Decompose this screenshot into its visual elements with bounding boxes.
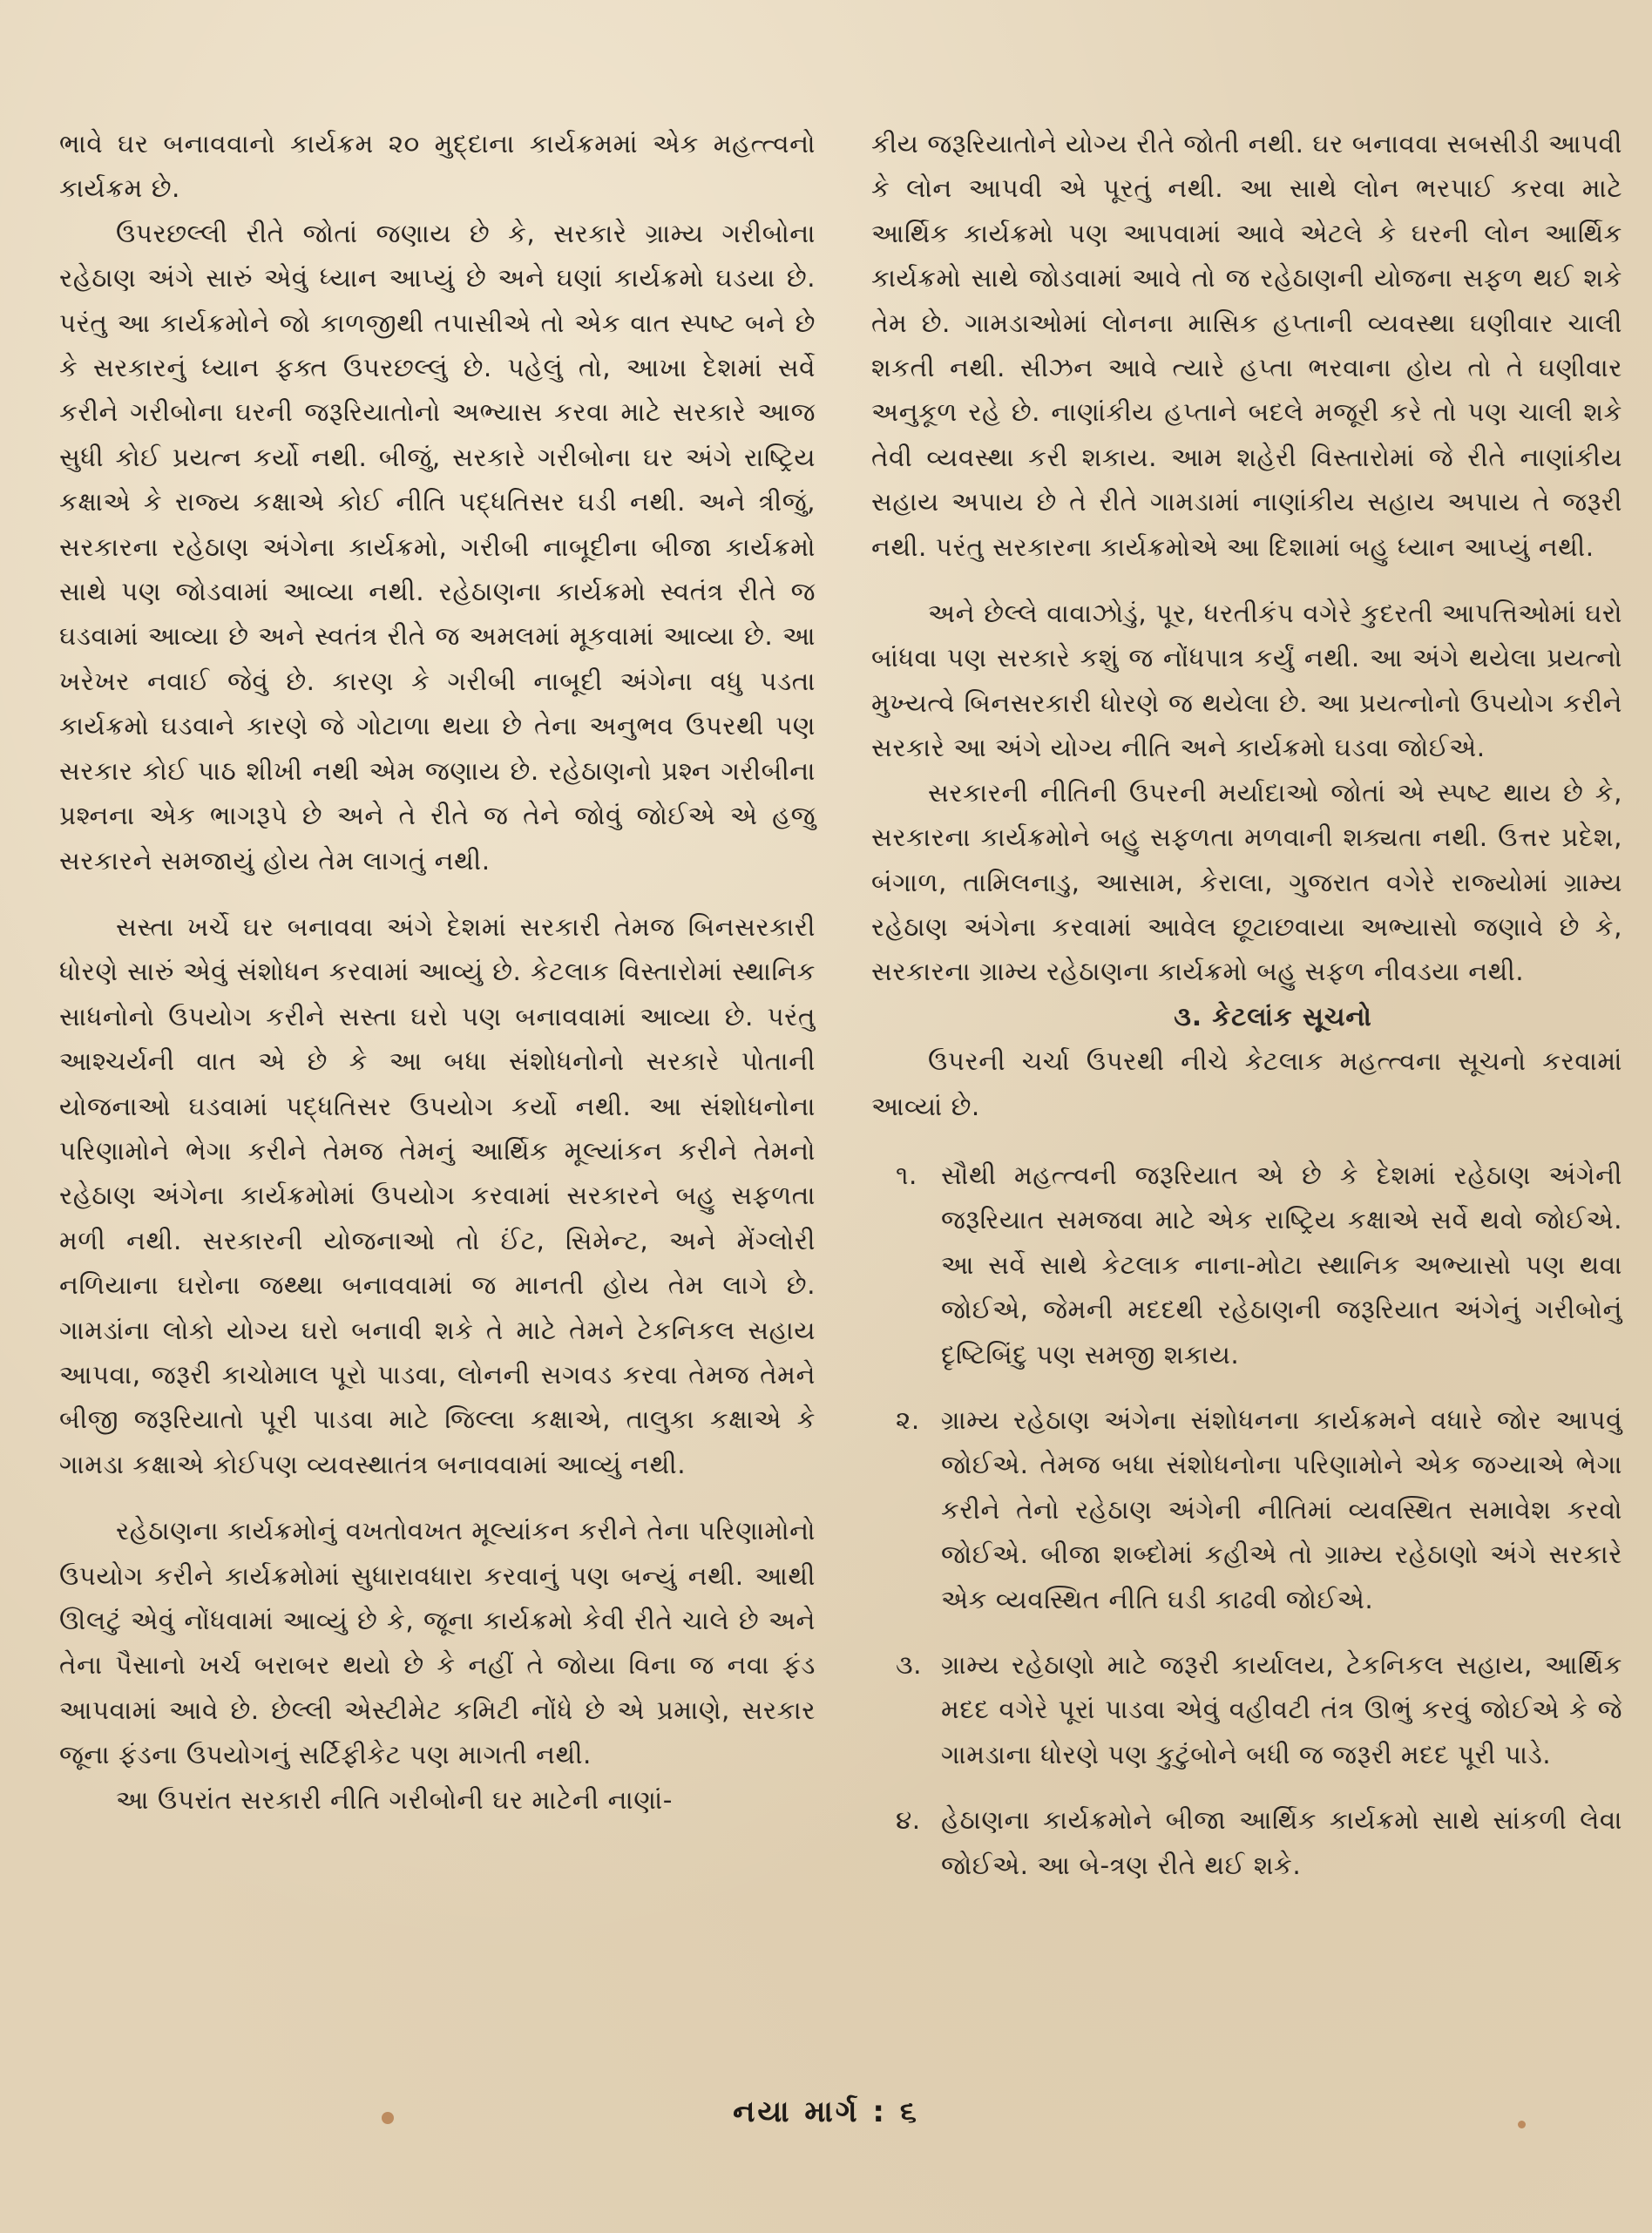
paragraph: રહેઠાણના કાર્યક્રમોનું વખતોવખત મૂલ્યાંકન કરીને તેના પરિણામોનો ઉપયોગ કરીને કાર્યક્રમોમાં સુધારાવધારા કરવાનું પણ બન્યું નથી. આથી ઊલટું એવું નોંધવામાં આવ્યું છે કે, જૂના કાર્યક્રમો કેવી રીતે ચાલે છે અને તેના પૈસાનો ખર્ચ બરાબર થયો છે કે નહીં તે જોયા વિના જ નવા ફંડ આપવામાં આવે છે. છેલ્લી એસ્ટીમેટ કમિટી નોંધે છે એ પ્રમાણે, સરકાર જૂના ફંડના ઉપયોગનું સર્ટિફીકેટ પણ માગતી નથી. xyxy=(59,1516,816,1770)
list-number: ૧. xyxy=(896,1160,917,1190)
paragraph: સરકારની નીતિની ઉપરની મર્યાદાઓ જોતાં એ સ્પષ્ટ થાય છે કે, સરકારના કાર્યક્રમોને બહુ સફળતા મળવાની શક્યતા નથી. ઉત્તર પ્રદેશ, બંગાળ, તામિલનાડુ, આસામ, કેરાલા, ગુજરાત વગેરે રાજ્યોમાં ગ્રામ્ય રહેઠાણ અંગેના કરવામાં આવેલ છૂટાછવાયા અભ્યાસો જણાવે છે કે, સરકારના ગ્રામ્ય રહેઠાણના કાર્યક્રમો બહુ સફળ નીવડયા નથી. xyxy=(871,777,1622,987)
list-item xyxy=(871,1398,1622,1622)
list-text: ગ્રામ્ય રહેઠાણો માટે જરૂરી કાર્યાલય, ટેકનિકલ સહાય, આર્થિક મદદ વગેરે પૂરાં પાડવા એવું વહીવટી તંત્ર ઊભું કરવું જોઈએ કે જે ગામડાના ધોરણે પણ કુટુંબોને બધી જ જરૂરી મદદ પૂરી પાડે. xyxy=(941,1650,1622,1769)
paragraph: સસ્તા ખર્ચે ઘર બનાવવા અંગે દેશમાં સરકારી તેમજ બિનસરકારી ધોરણે સારું એવું સંશોધન કરવામાં આવ્યું છે. કેટલાક વિસ્તારોમાં સ્થાનિક સાધનોનો ઉપયોગ કરીને સસ્તા ઘરો પણ બનાવવામાં આવ્યા છે. પરંતુ આશ્ચર્યની વાત એ છે કે આ બધા સંશોધનોનો સરકારે પોતાની યોજનાઓ ઘડવામાં પદ્ધતિસર ઉપયોગ કર્યો નથી. આ સંશોધનોના પરિણામોને ભેગા કરીને તેમજ તેમનું આર્થિક મૂલ્યાંકન કરીને તેમનો રહેઠાણ અંગેના કાર્યક્રમોમાં ઉપયોગ કરવામાં સરકારને બહુ સફળતા મળી નથી. સરકારની યોજનાઓ તો ઈંટ, સિમેન્ટ, અને મેંગ્લોરી નળિયાના ઘરોના જથ્થા બનાવવામાં જ માનતી હોય તેમ લાગે છે. ગામડાંના લોકો યોગ્ય ઘરો બનાવી શકે તે માટે તેમને ટેકનિકલ સહાય આપવા, જરૂરી કાચોમાલ પૂરો પાડવા, લોનની સગવડ કરવા તેમજ તેમને બીજી જરૂરિયાતો પૂરી પાડવા માટે જિલ્લા કક્ષાએ, તાલુકા કક્ષાએ કે ગામડા કક્ષાએ કોઈપણ વ્યવસ્થાતંત્ર બનાવવામાં આવ્યું નથી. xyxy=(59,911,816,1479)
list-text: હેઠાણના કાર્યક્રમોને બીજા આર્થિક કાર્યક્રમો સાથે સાંકળી લેવા જોઈએ. આ બે-ત્રણ રીતે થઈ શકે. xyxy=(941,1805,1622,1880)
left-column xyxy=(59,122,816,1823)
list-item xyxy=(871,1643,1622,1777)
right-column xyxy=(871,122,1622,1909)
list-number: ૩. xyxy=(896,1650,923,1680)
paragraph: આ ઉપરાંત સરકારી નીતિ ગરીબોની ઘર માટેની નાણાં- xyxy=(116,1784,673,1815)
page-footer: નયા માર્ગ : ૬ xyxy=(733,2094,919,2129)
paper-speck xyxy=(1518,2121,1526,2128)
list-text: ગ્રામ્ય રહેઠાણ અંગેના સંશોધનના કાર્યક્રમને વધારે જોર આપવું જોઈએ. તેમજ બધા સંશોધનોના પરિણામોને એક જગ્યાએ ભેગા કરીને તેનો રહેઠાણ અંગેની નીતિમાં વ્યવસ્થિત સમાવેશ કરવો જોઈએ. બીજા શબ્દોમાં કહીએ તો ગ્રામ્ય રહેઠાણો અંગે સરકારે એક વ્યવસ્થિત નીતિ ઘડી કાઢવી જોઈએ. xyxy=(941,1404,1622,1614)
list-item xyxy=(871,1798,1622,1888)
paragraph: ઉપરની ચર્ચા ઉપરથી નીચે કેટલાક મહત્ત્વના સૂચનો કરવામાં આવ્યાં છે. xyxy=(871,1046,1622,1121)
suggestions-list xyxy=(871,1154,1622,1888)
section-heading: ૩. કેટલાંક સૂચનો xyxy=(1174,1001,1372,1032)
paper-speck xyxy=(382,2112,394,2124)
paragraph: ઉપરછલ્લી રીતે જોતાં જણાય છે કે, સરકારે ગ્રામ્ય ગરીબોના રહેઠાણ અંગે સારું એવું ધ્યાન આપ્યું છે અને ઘણાં કાર્યક્રમો ઘડયા છે. પરંતુ આ કાર્યક્રમોને જો કાળજીથી તપાસીએ તો એક વાત સ્પષ્ટ બને છે કે સરકારનું ધ્યાન ફક્ત ઉપરછલ્લું છે. પહેલું તો, આખા દેશમાં સર્વે કરીને ગરીબોના ઘરની જરૂરિયાતોનો અભ્યાસ કરવા માટે સરકારે આજ સુધી કોઈ પ્રયત્ન કર્યો નથી. બીજું, સરકારે ગરીબોના ઘર અંગે રાષ્ટ્રિય કક્ષાએ કે રાજ્ય કક્ષાએ કોઈ નીતિ પદ્ધતિસર ઘડી નથી. અને ત્રીજું, સરકારના રહેઠાણ અંગેના કાર્યક્રમો, ગરીબી નાબૂદીના બીજા કાર્યક્રમો સાથે પણ જોડવામાં આવ્યા નથી. રહેઠાણના કાર્યક્રમો સ્વતંત્ર રીતે જ ઘડવામાં આવ્યા છે અને સ્વતંત્ર રીતે જ અમલમાં મૂકવામાં આવ્યા છે. આ ખરેખર નવાઈ જેવું છે. કારણ કે ગરીબી નાબૂદી અંગેના વધુ પડતા કાર્યક્રમો ઘડવાને કારણે જે ગોટાળા થયા છે તેના અનુભવ ઉપરથી પણ સરકાર કોઈ પાઠ શીખી નથી એમ જણાય છે. રહેઠાણનો પ્રશ્ન ગરીબીના પ્રશ્નના એક ભાગરૂપે છે અને તે રીતે જ તેને જોવું જોઈએ એ હજુ સરકારને સમજાયું હોય તેમ લાગતું નથી. xyxy=(59,218,816,876)
paragraph: ભાવે ઘર બનાવવાનો કાર્યક્રમ ૨૦ મુદ્દાના કાર્યક્રમમાં એક મહત્ત્વનો કાર્યક્રમ છે. xyxy=(59,129,816,204)
list-number: ૪. xyxy=(896,1805,921,1836)
list-number: ૨. xyxy=(896,1404,920,1435)
list-item xyxy=(871,1154,1622,1377)
list-text: સૌથી મહત્ત્વની જરૂરિયાત એ છે કે દેશમાં રહેઠાણ અંગેની જરૂરિયાત સમજવા માટે એક રાષ્ટ્રિય કક્ષાએ સર્વે થવો જોઈએ. આ સર્વે સાથે કેટલાક નાના-મોટા સ્થાનિક અભ્યાસો પણ થવા જોઈએ, જેમની મદદથી રહેઠાણની જરૂરિયાત અંગેનું ગરીબોનું દૃષ્ટિબિંદુ પણ સમજી શકાય. xyxy=(941,1160,1622,1370)
paragraph: અને છેલ્લે વાવાઝોડું, પૂર, ધરતીકંપ વગેરે કુદરતી આપત્તિઓમાં ઘરો બાંધવા પણ સરકારે કશું જ નોંધપાત્ર કર્યું નથી. આ અંગે થયેલા પ્રયત્નો મુખ્યત્વે બિનસરકારી ધોરણે જ થયેલા છે. આ પ્રયત્નોનો ઉપયોગ કરીને સરકારે આ અંગે યોગ્ય નીતિ અને કાર્યક્રમો ઘડવા જોઈએ. xyxy=(871,599,1622,763)
paragraph: કીય જરૂરિયાતોને યોગ્ય રીતે જોતી નથી. ઘર બનાવવા સબસીડી આપવી કે લોન આપવી એ પૂરતું નથી. આ સાથે લોન ભરપાઈ કરવા માટે આર્થિક કાર્યક્રમો પણ આપવામાં આવે એટલે કે ઘરની લોન આર્થિક કાર્યક્રમો સાથે જોડવામાં આવે તો જ રહેઠાણની યોજના સફળ થઈ શકે તેમ છે. ગામડાઓમાં લોનના માસિક હપ્તાની વ્યવસ્થા ઘણીવાર ચાલી શકતી નથી. સીઝન આવે ત્યારે હપ્તા ભરવાના હોય તો તે ઘણીવાર અનુકૂળ રહે છે. નાણાંકીય હપ્તાને બદલે મજૂરી કરે તો પણ ચાલી શકે તેવી વ્યવસ્થા કરી શકાય. આમ શહેરી વિસ્તારોમાં જે રીતે નાણાંકીય સહાય અપાય છે તે રીતે ગામડામાં નાણાંકીય સહાય અપાય તે જરૂરી નથી. પરંતુ સરકારના કાર્યક્રમોએ આ દિશામાં બહુ ધ્યાન આપ્યું નથી. xyxy=(871,129,1622,562)
